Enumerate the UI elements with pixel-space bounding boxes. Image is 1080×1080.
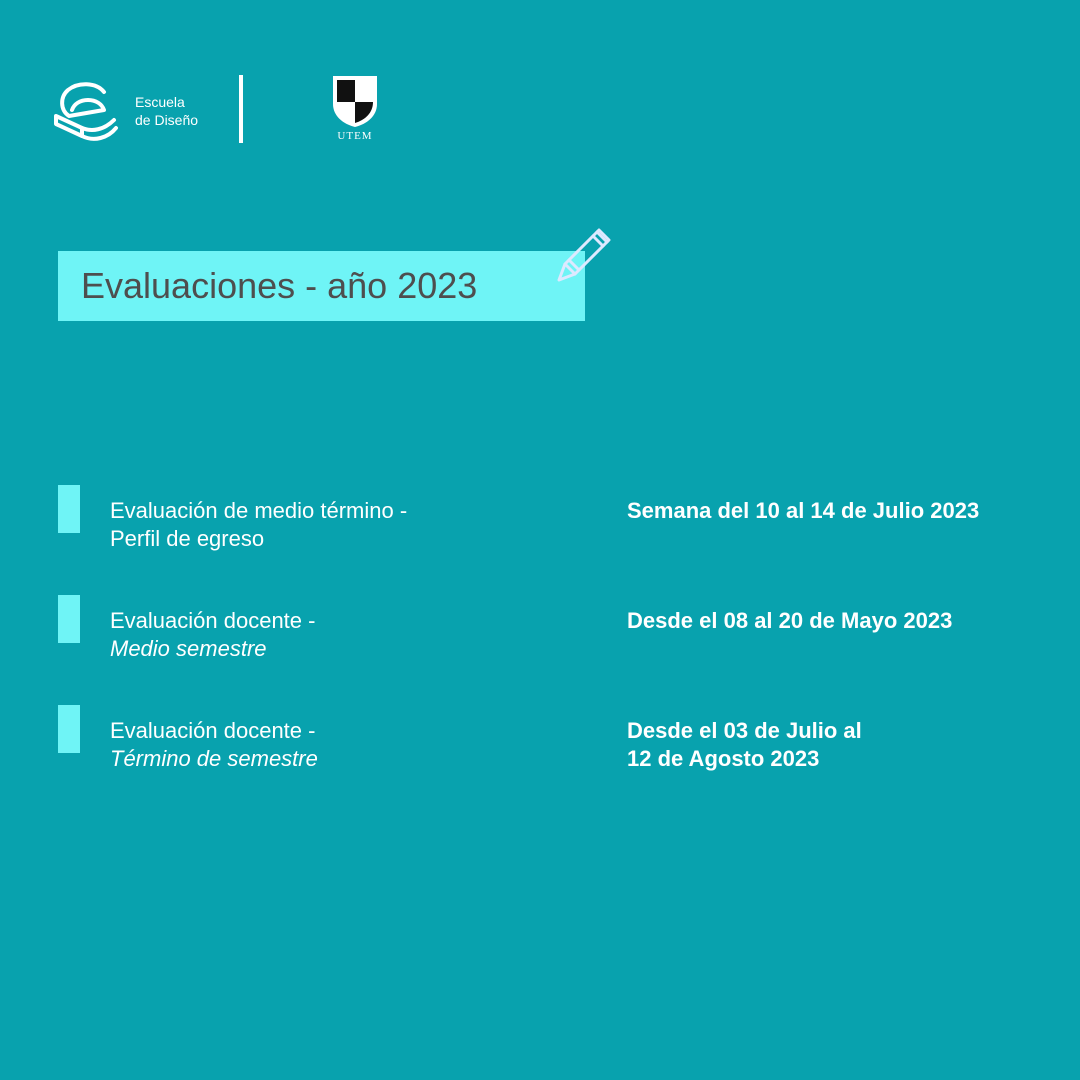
evaluation-name-line1: Evaluación de medio término -	[110, 498, 408, 523]
evaluation-name	[110, 607, 315, 663]
list-item	[0, 705, 1080, 805]
evaluation-date-line2: 12 de Agosto 2023	[627, 746, 820, 771]
page-title: Evaluaciones - año 2023	[81, 265, 478, 306]
evaluation-name-line1: Evaluación docente -	[110, 608, 316, 633]
evaluation-name	[110, 717, 318, 773]
list-marker	[58, 705, 80, 753]
school-name-line1: Escuela	[135, 94, 185, 110]
evaluation-name-line2: Perfil de egreso	[110, 526, 265, 551]
evaluation-date-line1: Desde el 03 de Julio al	[627, 718, 862, 743]
evaluation-name-line2: Medio semestre	[110, 636, 267, 661]
evaluation-date	[627, 717, 862, 773]
school-name-line2: de Diseño	[135, 112, 199, 128]
university-name: UTEM	[337, 130, 373, 142]
evaluation-date-line1: Desde el 08 al 20 de Mayo 2023	[627, 608, 953, 633]
list-marker	[58, 485, 80, 533]
list-marker	[58, 595, 80, 643]
evaluation-date-line1: Semana del 10 al 14 de Julio 2023	[627, 498, 980, 523]
evaluation-date	[627, 497, 979, 525]
list-item	[0, 485, 1080, 585]
evaluation-name-line1: Evaluación docente -	[110, 718, 316, 743]
evaluation-name-line2: Término de semestre	[110, 746, 318, 771]
evaluation-date	[627, 607, 952, 635]
evaluation-name	[110, 497, 407, 553]
list-item	[0, 595, 1080, 695]
